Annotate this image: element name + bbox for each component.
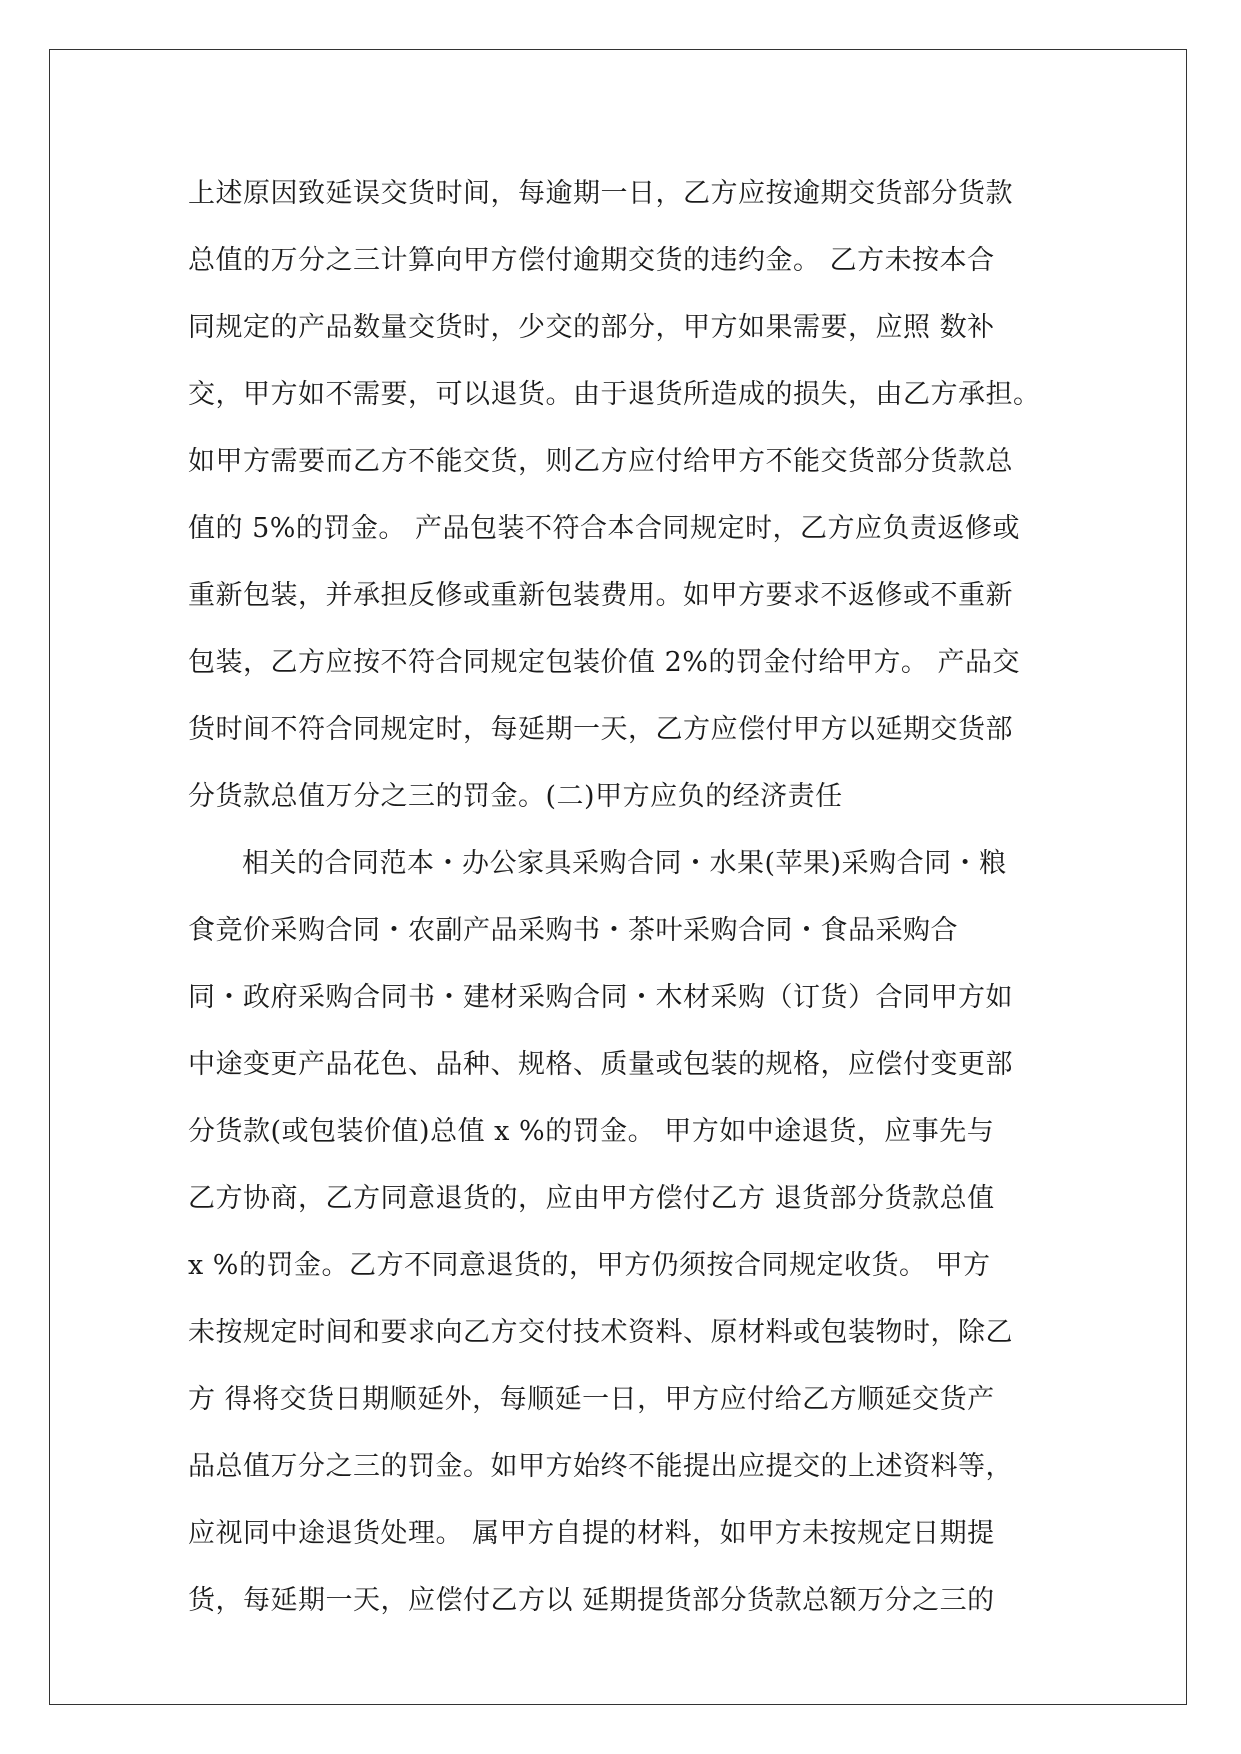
- text-line: 同・政府采购合同书・建材采购合同・木材采购（订货）合同甲方如: [188, 982, 1013, 1013]
- text-line: 交，甲方如不需要，可以退货。由于退货所造成的损失，由乙方承担。: [188, 379, 1041, 410]
- text-line: 分货款总值万分之三的罚金。(二)甲方应负的经济责任: [188, 781, 843, 812]
- paragraph-start-line: 相关的合同范本・办公家具采购合同・水果(苹果)采购合同・粮: [242, 848, 1007, 879]
- text-line: 重新包装，并承担反修或重新包装费用。如甲方要求不返修或不重新: [188, 580, 1013, 611]
- text-line: 方 得将交货日期顺延外，每顺延一日，甲方应付给乙方顺延交货产: [188, 1384, 995, 1415]
- text-line: 应视同中途退货处理。 属甲方自提的材料，如甲方未按规定日期提: [188, 1518, 995, 1549]
- text-line: 总值的万分之三计算向甲方偿付逾期交货的违约金。 乙方未按本合: [188, 245, 995, 276]
- text-line: 未按规定时间和要求向乙方交付技术资料、原材料或包装物时，除乙: [188, 1317, 1013, 1348]
- text-line: 上述原因致延误交货时间，每逾期一日，乙方应按逾期交货部分货款: [188, 178, 1013, 209]
- text-line: 同规定的产品数量交货时，少交的部分，甲方如果需要，应照 数补: [188, 312, 995, 343]
- text-line: 货，每延期一天，应偿付乙方以 延期提货部分货款总额万分之三的: [188, 1585, 995, 1616]
- text-line: 中途变更产品花色、品种、规格、质量或包装的规格，应偿付变更部: [188, 1049, 1013, 1080]
- text-line: 如甲方需要而乙方不能交货，则乙方应付给甲方不能交货部分货款总: [188, 446, 1013, 477]
- text-line: 货时间不符合同规定时，每延期一天，乙方应偿付甲方以延期交货部: [188, 714, 1013, 745]
- text-line: x %的罚金。乙方不同意退货的，甲方仍须按合同规定收货。 甲方: [188, 1250, 991, 1281]
- text-line: 分货款(或包装价值)总值 x %的罚金。 甲方如中途退货，应事先与: [188, 1116, 995, 1147]
- document-body: [188, 160, 1068, 1634]
- text-line: 乙方协商，乙方同意退货的，应由甲方偿付乙方 退货部分货款总值: [188, 1183, 995, 1214]
- text-line: 包装，乙方应按不符合同规定包装价值 2%的罚金付给甲方。 产品交: [188, 647, 1020, 678]
- text-line: 食竞价采购合同・农副产品采购书・茶叶采购合同・食品采购合: [188, 915, 958, 946]
- text-line: 值的 5%的罚金。 产品包装不符合本合同规定时，乙方应负责返修或: [188, 513, 1020, 544]
- text-line: 品总值万分之三的罚金。如甲方始终不能提出应提交的上述资料等，: [188, 1451, 1013, 1482]
